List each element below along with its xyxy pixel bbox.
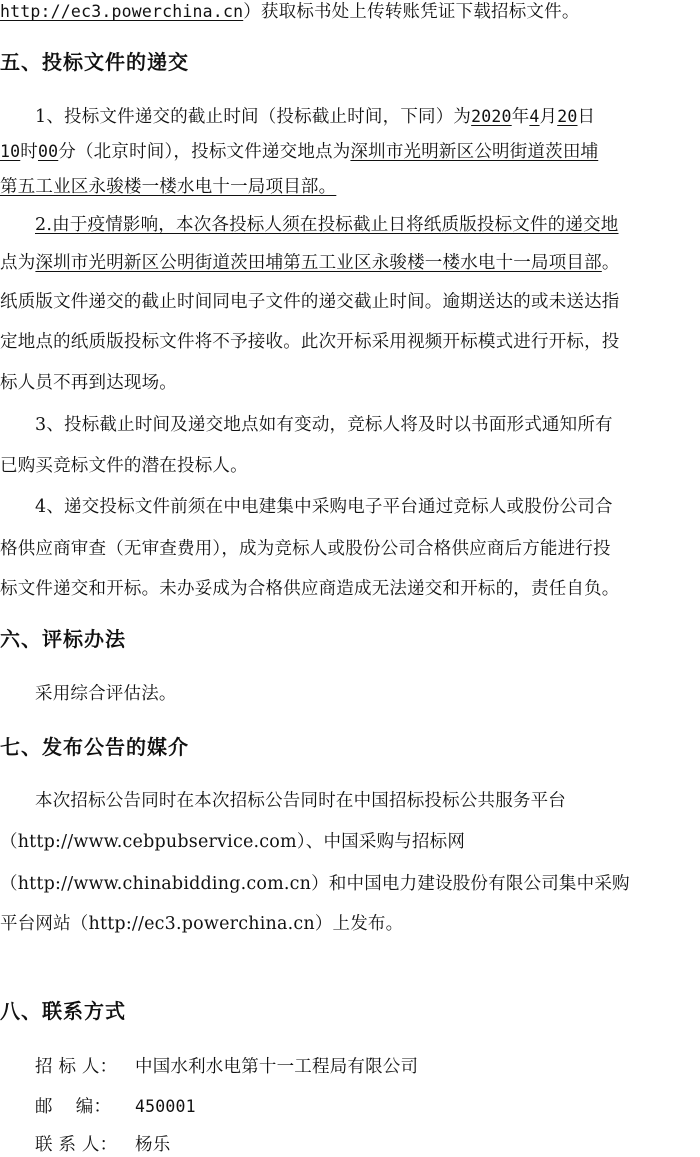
s5-p2-line4: 定地点的纸质版投标文件将不予接收。此次开标采用视频开标模式进行开标，投 — [0, 332, 620, 352]
s6-text: 采用综合评估法。 — [35, 684, 177, 704]
s5-p2-text-2b: 。 — [601, 253, 620, 273]
minute-unit: 分（北京时间），投标文件递交地点为 — [58, 142, 351, 162]
deadline-day: 20 — [557, 107, 578, 126]
contact-row-person — [0, 1133, 700, 1157]
hour-unit: 时 — [20, 142, 38, 162]
contact-value: 中国水利水电第十一工程局有限公司 — [135, 1057, 419, 1077]
s5-p1-line2 — [0, 140, 700, 164]
s7-line4: 平台网站（http://ec3.powerchina.cn）上发布。 — [0, 914, 404, 934]
paper-submission-place: 深圳市光明新区公明街道茨田埔第五工业区永骏楼一楼水电十一局项目部 — [35, 253, 602, 273]
section7-heading: 七、发布公告的媒介 — [0, 735, 189, 759]
s5-p2-line2 — [0, 251, 700, 275]
s7-line3: （http://www.chinabidding.com.cn）和中国电力建设股份有限公司集中采购 — [0, 874, 630, 894]
s5-p3-line1: 3、投标截止时间及递交地点如有变动，竞标人将及时以书面形式通知所有 — [35, 415, 613, 435]
s5-p2-line5: 标人员不再到达现场。 — [0, 373, 177, 393]
s7-line1: 本次招标公告同时在本次招标公告同时在中国招标投标公共服务平台 — [35, 791, 566, 811]
contact-value: 杨乐 — [135, 1135, 171, 1155]
s5-p2-text-1: 2.由于疫情影响，本次各投标人须在投标截止日将纸质版投标文件的递交地 — [35, 215, 619, 235]
day-unit: 日 — [577, 107, 596, 127]
s5-p1-text: 1、投标文件递交的截止时间（投标截止时间，下同）为 — [35, 107, 472, 127]
s7-line2: （http://www.cebpubservice.com）、中国采购与招标网 — [0, 832, 466, 852]
contact-row-bidder — [0, 1055, 700, 1079]
platform-link[interactable]: http://ec3.powerchina.cn — [0, 2, 244, 21]
deadline-minute: 00 — [37, 142, 59, 161]
deadline-month: 4 — [529, 107, 540, 126]
top-line-text: ）获取标书处上传转账凭证下载招标文件。 — [243, 2, 580, 22]
s5-p4-line2: 格供应商审查（无审查费用），成为竞标人或股份公司合格供应商后方能进行投 — [0, 539, 611, 559]
year-unit: 年 — [511, 107, 530, 127]
s5-p4-line1: 4、递交投标文件前须在中电建集中采购电子平台通过竞标人或股份公司合 — [35, 497, 613, 517]
contact-label: 招 标 人： — [35, 1057, 118, 1077]
submission-place-2: 第五工业区永骏楼一楼水电十一局项目部。 — [0, 177, 337, 197]
section8-heading: 八、联系方式 — [0, 999, 126, 1023]
s5-p1-line3 — [0, 175, 700, 199]
month-unit: 月 — [539, 107, 558, 127]
s5-p4-line3: 标文件递交和开标。未办妥成为合格供应商造成无法递交和开标的，责任自负。 — [0, 579, 620, 599]
contact-value: 450001 — [135, 1097, 196, 1116]
submission-place-1: 深圳市光明新区公明街道茨田埔 — [350, 142, 599, 162]
section5-heading: 五、投标文件的递交 — [0, 50, 189, 74]
s5-p3-line2: 已购买竞标文件的潜在投标人。 — [0, 456, 248, 476]
top-line — [0, 0, 700, 24]
contact-label: 联 系 人： — [35, 1135, 118, 1155]
deadline-year: 2020 — [471, 107, 512, 126]
s5-p2-text-2a: 点为 — [0, 253, 36, 273]
contact-label: 邮 编： — [35, 1097, 112, 1117]
s5-p2-line1 — [0, 213, 700, 237]
deadline-hour: 10 — [0, 142, 21, 161]
contact-row-postcode — [0, 1095, 700, 1119]
section6-heading: 六、评标办法 — [0, 627, 126, 651]
s5-p1-line1 — [0, 105, 700, 129]
s5-p2-line3: 纸质版文件递交的截止时间同电子文件的递交截止时间。逾期送达的或未送达指 — [0, 292, 620, 312]
